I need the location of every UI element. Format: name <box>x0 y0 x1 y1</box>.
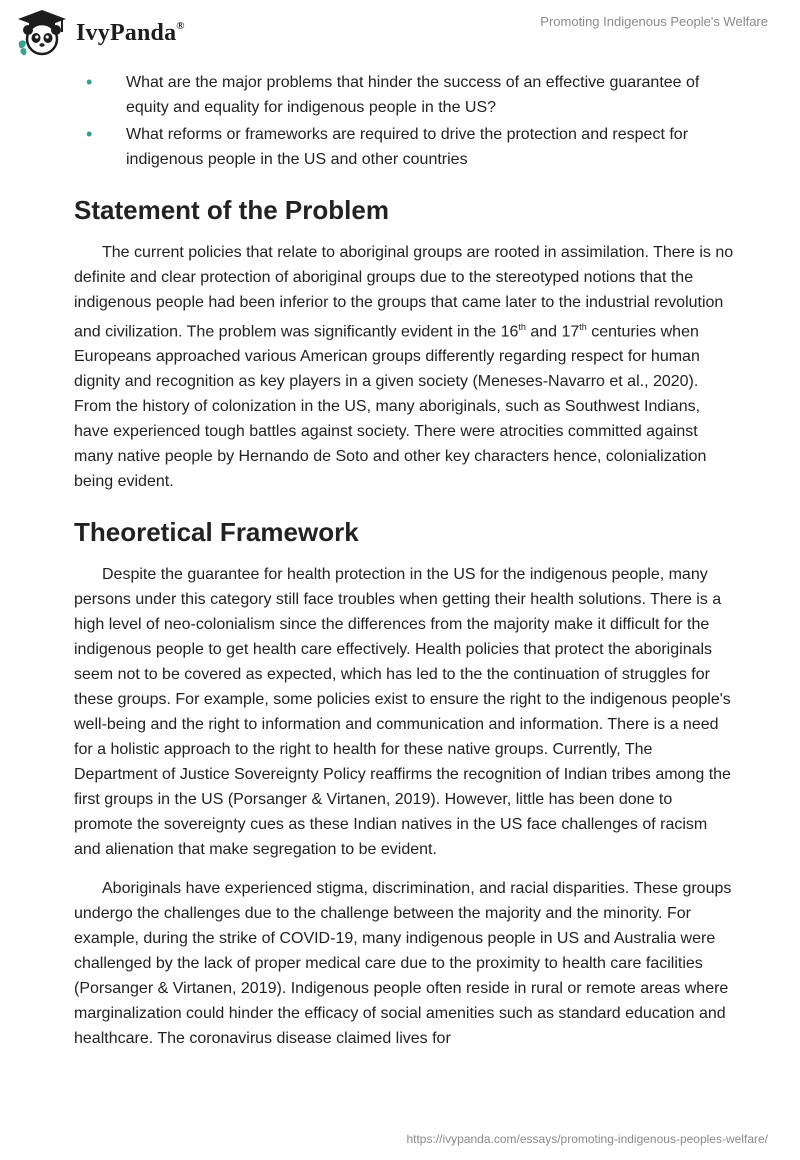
running-title: Promoting Indigenous People's Welfare <box>540 14 768 29</box>
essay-content <box>74 70 734 1065</box>
paragraph: The current policies that relate to aboriginal groups are rooted in assimilation. There is no definite and clear protection of aboriginal groups due to the stereotyped notions that the indigenous people had been inferior to the groups that came later to the industrial revolution and civilization. The problem was significantly evident in the 16th and 17th centuries when Europeans approached various American groups differently regarding respect for human dignity and recognition as key players in a given society (Meneses-Navarro et al., 2020). From the history of colonization in the US, many aboriginals, such as Southwest Indians, have experienced tough battles against society. There were atrocities committed against many native people by Hernando de Soto and other key characters hence, colonialization being evident. <box>74 244 734 491</box>
source-url[interactable]: https://ivypanda.com/essays/promoting-indigenous-peoples-welfare/ <box>406 1132 768 1146</box>
ivypanda-logo[interactable] <box>14 8 185 58</box>
paragraph: Aboriginals have experienced stigma, discrimination, and racial disparities. These groups undergo the challenges due to the challenge between the majority and the minority. For example, during the strike of COVID-19, many indigenous people in US and Australia were challenged by the lack of proper medical care due to the proximity to health care facilities (Porsanger & Virtanen, 2019). Indigenous people often reside in rural or remote areas where marginalization could hinder the efficacy of social amenities such as standard education and healthcare. The coronavirus disease claimed lives for <box>74 880 732 1048</box>
list-item: • What reforms or frameworks are required to drive the protection and respect for indigenous people in the US and other countries <box>86 124 689 168</box>
bullet-icon: • <box>86 124 93 144</box>
page-header <box>0 0 800 70</box>
paragraph: Despite the guarantee for health protection in the US for the indigenous people, many persons under this category still face troubles when getting their health solutions. There is a high level of neo-colonialism since the differences from the majority make it difficult for the indigenous people to get health care effectively. Health policies that protect the aboriginals seem not to be covered as expected, which has led to the the continuation of struggles for these groups. For example, some policies exist to ensure the right to the indigenous people's well-being and the right to information and communication and information. There is a need for a holistic approach to the right to health for these native groups. Currently, The Department of Justice Sovereignty Policy reaffirms the recognition of Indian tribes among the first groups in the US (Porsanger & Virtanen, 2019). However, little has been done to promote the sovereignty cues as these Indian natives in the US face challenges of racism and alienation that make segregation to be evident. <box>74 566 731 859</box>
research-questions-list <box>74 70 734 172</box>
list-item: • What are the major problems that hinder the success of an effective guarantee of equity and equality for indigenous people in the US? <box>86 72 700 116</box>
panda-icon <box>14 8 70 58</box>
bullet-icon: • <box>86 72 93 92</box>
brand-name: IvyPanda® <box>76 19 185 46</box>
section-heading-framework: Theoretical Framework <box>74 517 359 548</box>
section-heading-statement: Statement of the Problem <box>74 195 389 225</box>
